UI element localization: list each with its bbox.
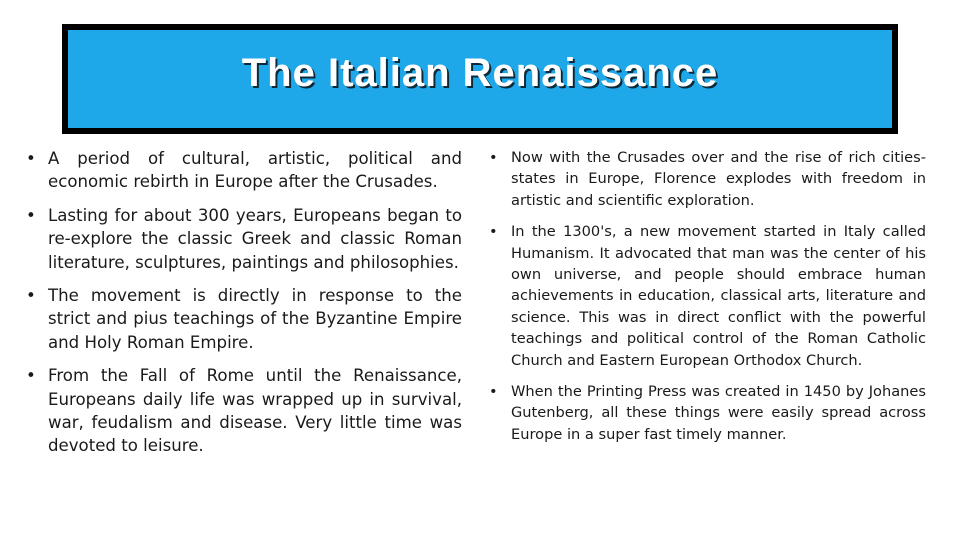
bullet-text: When the Printing Press was created in 1450 by Johanes Gutenberg, all these things were easily spread across Europe in a super fast timely manner.	[511, 383, 926, 443]
bullet-text: The movement is directly in response to the strict and pius teachings of the Byzantine Empire and Holy Roman Empire.	[48, 286, 462, 352]
bullet-text: Lasting for about 300 years, Europeans began to re-explore the classic Greek and classic Roman literature, sculptures, paintings and philosophies.	[48, 205, 462, 272]
bullet-text: A period of cultural, artistic, political and economic rebirth in Europe after the Crusades.	[48, 149, 462, 192]
bullet-text: Now with the Crusades over and the rise of rich cities-states in Europe, Florence explodes with freedom in artistic and scientific exploration.	[511, 149, 926, 209]
bullet-icon: •	[26, 149, 36, 168]
title-banner-fill	[68, 30, 892, 128]
left-bullet-item-3	[26, 284, 462, 354]
left-bullet-list	[26, 147, 462, 468]
bullet-icon: •	[489, 149, 498, 166]
right-bullet-item-1	[489, 147, 926, 211]
bullet-text: In the 1300's, a new movement started in Italy called Humanism. It advocated that man was the center of his own universe, and people should embrace human achievements in education, classical arts, literature and science. This was in direct conflict with the powerful teachings and political control of the Roman Catholic Church and Eastern European Orthodox Church.	[511, 223, 926, 369]
left-bullet-item-4	[26, 364, 462, 458]
bullet-icon: •	[489, 383, 498, 401]
bullet-text: From the Fall of Rome until the Renaissance, Europeans daily life was wrapped up in survival, war, feudalism and disease. Very little time was devoted to leisure.	[48, 366, 462, 456]
right-bullet-item-3	[489, 381, 926, 445]
title-banner	[62, 24, 898, 134]
left-bullet-item-2	[26, 204, 462, 274]
bullet-icon: •	[489, 223, 498, 241]
slide-title: The Italian Renaissance	[241, 50, 719, 95]
right-bullet-list	[489, 147, 926, 455]
bullet-icon: •	[26, 366, 36, 386]
bullet-icon: •	[26, 205, 36, 225]
left-bullet-item-1	[26, 147, 462, 194]
bullet-icon: •	[26, 286, 36, 306]
right-bullet-item-2	[489, 221, 926, 371]
